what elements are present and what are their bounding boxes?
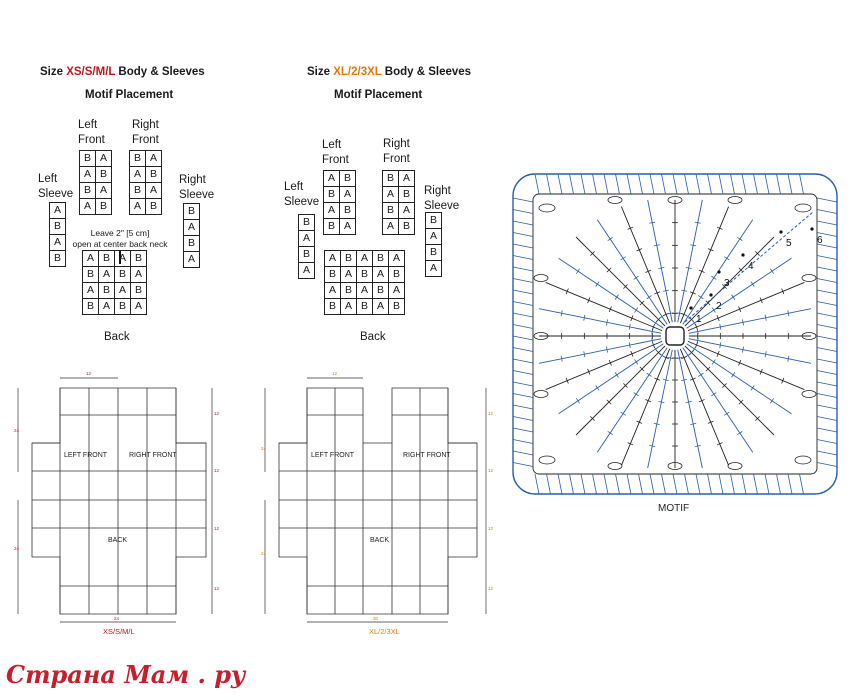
motif-cell: A (383, 219, 399, 235)
left-front-grid (79, 150, 112, 215)
motif-cell: A (373, 299, 389, 315)
panel-small-subtitle: Motif Placement (85, 89, 174, 101)
svg-text:12: 12 (214, 468, 220, 473)
motif-cell: A (299, 231, 315, 247)
label-right-front: Right Front (132, 119, 159, 146)
label-back: BACK (370, 537, 390, 544)
svg-text:24: 24 (114, 616, 120, 621)
label-right-front: RIGHT FRONT (403, 452, 451, 459)
motif-cell: A (184, 252, 200, 268)
motif-cell: A (340, 219, 356, 235)
motif-cell: B (373, 283, 389, 299)
motif-cell: B (383, 171, 399, 187)
motif-cell: B (341, 283, 357, 299)
motif-cell: B (341, 251, 357, 267)
motif-cell: B (399, 187, 415, 203)
motif-cell: B (340, 171, 356, 187)
svg-text:24: 24 (14, 428, 20, 433)
label-right-front: RIGHT FRONT (129, 452, 177, 459)
motif-cell: A (130, 199, 146, 215)
round-number: 4 (748, 261, 754, 272)
size-label: XS/S/M/L (66, 66, 116, 78)
left-sleeve-grid (298, 214, 315, 279)
motif-cell: B (389, 299, 405, 315)
panel-large-subtitle: Motif Placement (334, 89, 423, 101)
left-sleeve-grid (49, 202, 66, 267)
label-left-front: Left Front (78, 119, 105, 146)
motif-cell: A (299, 263, 315, 279)
motif-cell: B (99, 251, 115, 267)
motif-cell: A (325, 251, 341, 267)
motif-cell: B (115, 299, 131, 315)
svg-text:12: 12 (86, 371, 92, 376)
motif-cell: B (50, 219, 66, 235)
motif-cell: B (325, 299, 341, 315)
panel-small-title: Size XS/S/M/L Body & Sleeves (40, 66, 205, 78)
motif-cell: B (299, 247, 315, 263)
round-number: 2 (716, 301, 722, 312)
motif-cell: A (399, 171, 415, 187)
motif-cell: B (50, 251, 66, 267)
svg-text:12: 12 (214, 411, 220, 416)
svg-text:12: 12 (488, 586, 494, 591)
label-left-sleeve: Left Sleeve (284, 181, 320, 208)
schematic-caption: XL/2/3XL (369, 627, 400, 636)
motif-cell: A (115, 251, 131, 267)
motif-cell: A (341, 299, 357, 315)
motif-cell: A (96, 151, 112, 167)
schematic-small (0, 360, 250, 640)
motif-cell: A (146, 183, 162, 199)
motif-cell: B (325, 267, 341, 283)
motif-cell: B (383, 203, 399, 219)
motif-cell: A (357, 283, 373, 299)
motif-cell: A (115, 283, 131, 299)
motif-cell: A (340, 187, 356, 203)
motif-cell: A (325, 283, 341, 299)
svg-text:12: 12 (488, 411, 494, 416)
schematic-caption: XS/S/M/L (103, 627, 135, 636)
motif-cell: B (83, 267, 99, 283)
motif-cell: A (341, 267, 357, 283)
motif-cell: B (80, 151, 96, 167)
right-front-grid (129, 150, 162, 215)
motif-cell: A (50, 235, 66, 251)
motif-cell: A (389, 251, 405, 267)
back-grid (82, 250, 147, 315)
svg-text:12: 12 (214, 526, 220, 531)
neck-note: Leave 2" [5 cm] open at center back neck (72, 228, 168, 249)
round-number: 3 (724, 278, 730, 289)
label-left-sleeve: Left Sleeve (38, 173, 74, 200)
label-right-sleeve: Right Sleeve (179, 174, 215, 201)
motif-chart (505, 168, 845, 518)
motif-cell: B (130, 151, 146, 167)
svg-text:24: 24 (14, 546, 20, 551)
motif-cell: B (324, 187, 340, 203)
motif-cell: A (50, 203, 66, 219)
motif-cell: B (115, 267, 131, 283)
motif-cell: A (130, 167, 146, 183)
motif-cell: A (146, 151, 162, 167)
motif-cell: A (426, 261, 442, 277)
label-left-front: Left Front (322, 139, 349, 166)
motif-cell: B (130, 183, 146, 199)
label-left-front: LEFT FRONT (311, 452, 355, 459)
right-front-grid (382, 170, 415, 235)
label-back: Back (104, 331, 130, 343)
site-watermark: Страна Мам . ру (6, 660, 246, 689)
left-front-grid (323, 170, 356, 235)
svg-text:12: 12 (214, 586, 220, 591)
svg-text:12: 12 (488, 526, 494, 531)
motif-cell: A (357, 251, 373, 267)
right-sleeve-grid (425, 212, 442, 277)
motif-cell: B (426, 213, 442, 229)
motif-cell: A (373, 267, 389, 283)
motif-caption: MOTIF (658, 503, 690, 514)
motif-center-ring (666, 327, 684, 345)
motif-cell: B (146, 167, 162, 183)
motif-cell: B (357, 267, 373, 283)
back-grid (324, 250, 405, 315)
motif-cell: B (340, 203, 356, 219)
svg-text:24: 24 (261, 551, 267, 556)
motif-cell: A (131, 299, 147, 315)
schematic-large (250, 360, 500, 640)
motif-cell: B (99, 283, 115, 299)
motif-cell: B (357, 299, 373, 315)
motif-cell: A (96, 183, 112, 199)
motif-cell: A (83, 283, 99, 299)
label-left-front: LEFT FRONT (64, 452, 108, 459)
round-number: 1 (696, 314, 702, 325)
label-back: BACK (108, 537, 128, 544)
motif-cell: B (80, 183, 96, 199)
size-label: XL/2/3XL (333, 66, 382, 78)
motif-cell: A (80, 167, 96, 183)
motif-cell: A (383, 187, 399, 203)
motif-cell: B (184, 236, 200, 252)
motif-cell: B (389, 267, 405, 283)
motif-cell: A (389, 283, 405, 299)
motif-cell: A (99, 267, 115, 283)
svg-text:12: 12 (332, 371, 338, 376)
motif-cell: B (184, 204, 200, 220)
motif-cell: A (80, 199, 96, 215)
motif-cell: A (99, 299, 115, 315)
motif-cell: B (96, 167, 112, 183)
round-number: 5 (786, 238, 792, 249)
label-back: Back (360, 331, 386, 343)
motif-cell: A (324, 203, 340, 219)
motif-cell: A (131, 267, 147, 283)
motif-cell: B (131, 283, 147, 299)
motif-cell: A (426, 229, 442, 245)
svg-text:30: 30 (373, 616, 379, 621)
right-sleeve-grid (183, 203, 200, 268)
label-right-sleeve: Right Sleeve (424, 185, 460, 212)
motif-cell: A (83, 251, 99, 267)
motif-cell: B (96, 199, 112, 215)
motif-cell: B (399, 219, 415, 235)
motif-cell: B (426, 245, 442, 261)
label-right-front: Right Front (383, 138, 410, 165)
motif-cell: B (83, 299, 99, 315)
motif-cell: B (131, 251, 147, 267)
round-number: 6 (817, 235, 823, 246)
svg-text:24: 24 (261, 446, 267, 451)
svg-text:12: 12 (488, 468, 494, 473)
motif-cell: B (324, 219, 340, 235)
motif-cell: B (299, 215, 315, 231)
motif-cell: A (184, 220, 200, 236)
motif-cell: A (324, 171, 340, 187)
motif-cell: B (373, 251, 389, 267)
motif-cell: A (399, 203, 415, 219)
panel-large-title: Size XL/2/3XL Body & Sleeves (307, 66, 472, 78)
motif-cell: B (146, 199, 162, 215)
